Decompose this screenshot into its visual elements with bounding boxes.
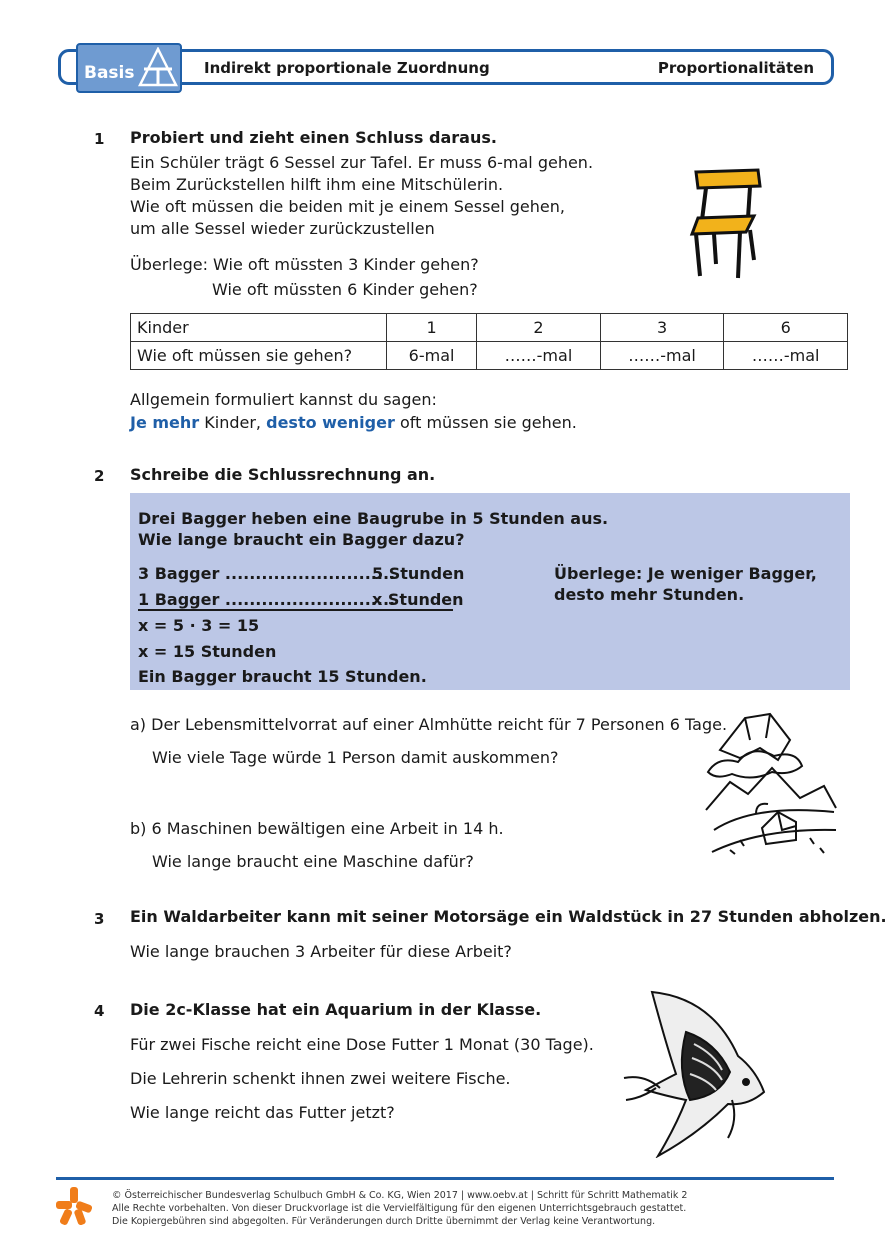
example-calc: x = 15 Stunden bbox=[138, 642, 277, 661]
table-cell: ……-mal bbox=[724, 342, 848, 370]
example-hint: desto mehr Stunden. bbox=[554, 585, 745, 604]
general-line: Allgemein formuliert kannst du sagen: bbox=[130, 390, 437, 409]
subtask-b: b) 6 Maschinen bewältigen eine Arbeit in 14 h. bbox=[130, 819, 504, 838]
footer-copyright bbox=[112, 1189, 687, 1228]
rule-mid: Kinder, bbox=[199, 413, 267, 432]
angelfish-illustration bbox=[622, 988, 772, 1158]
rule-desto: desto weniger bbox=[266, 413, 395, 432]
table-cell: 1 bbox=[387, 314, 477, 342]
task-text-line: Die Lehrerin schenkt ihnen zwei weitere Fische. bbox=[130, 1069, 511, 1088]
task-text-line: um alle Sessel wieder zurückzustellen bbox=[130, 219, 435, 238]
task-heading: Die 2c-Klasse hat ein Aquarium in der Klasse. bbox=[130, 1000, 542, 1019]
footer-divider bbox=[56, 1177, 834, 1180]
table-cell: Wie oft müssen sie gehen? bbox=[131, 342, 387, 370]
underline-divider bbox=[138, 609, 453, 611]
publisher-logo-icon bbox=[56, 1187, 92, 1225]
worksheet-title: Indirekt proportionale Zuordnung bbox=[204, 59, 490, 77]
rule-je: Je mehr bbox=[130, 413, 200, 432]
task-number: 4 bbox=[94, 1002, 105, 1020]
table-cell: ……-mal bbox=[600, 342, 724, 370]
subtask-a-question: Wie viele Tage würde 1 Person damit auskommen? bbox=[152, 748, 559, 767]
task-text-line: Wie lange reicht das Futter jetzt? bbox=[130, 1103, 395, 1122]
basis-label: Basis bbox=[84, 63, 135, 83]
task-number: 2 bbox=[94, 467, 105, 485]
task-text-line: Beim Zurückstellen hilft ihm eine Mitschülerin. bbox=[130, 175, 504, 194]
table-cell: 2 bbox=[477, 314, 601, 342]
task-heading: Ein Waldarbeiter kann mit seiner Motorsäge ein Waldstück in 27 Stunden abholzen. bbox=[130, 907, 887, 926]
table-cell: 6-mal bbox=[387, 342, 477, 370]
task-number: 3 bbox=[94, 910, 105, 928]
rule-line bbox=[130, 412, 577, 434]
table-row bbox=[131, 342, 848, 370]
section-title: Proportionalitäten bbox=[657, 59, 814, 77]
task-text-line: Für zwei Fische reicht eine Dose Futter 1 Monat (30 Tage). bbox=[130, 1035, 594, 1054]
task-text-line: Wie oft müssen die beiden mit je einem Sessel gehen, bbox=[130, 197, 565, 216]
subtask-b-question: Wie lange braucht eine Maschine dafür? bbox=[152, 852, 474, 871]
example-row-value: 5 Stunden bbox=[372, 564, 465, 583]
task-text-line: Wie lange brauchen 3 Arbeiter für diese Arbeit? bbox=[130, 942, 512, 961]
example-row-value: x Stunden bbox=[372, 590, 464, 609]
footer-line: © Österreichischer Bundesverlag Schulbuch GmbH & Co. KG, Wien 2017 | www.oebv.at | Schritt für Schritt Mathematik 2 bbox=[112, 1190, 688, 1201]
example-calc: x = 5 · 3 = 15 bbox=[138, 616, 260, 635]
subtask-a: a) Der Lebensmittelvorrat auf einer Almhütte reicht für 7 Personen 6 Tage. bbox=[130, 715, 728, 734]
example-row: 3 Bagger ............................ bbox=[138, 564, 396, 583]
kinder-table bbox=[130, 313, 848, 370]
task-heading: Probiert und zieht einen Schluss daraus. bbox=[130, 128, 497, 147]
table-cell: 6 bbox=[724, 314, 848, 342]
rule-end: oft müssen sie gehen. bbox=[394, 413, 577, 432]
example-row: 1 Bagger ............................ bbox=[138, 590, 396, 609]
table-cell: 3 bbox=[600, 314, 724, 342]
example-hint: Überlege: Je weniger Bagger, bbox=[554, 564, 817, 583]
table-cell: ……-mal bbox=[477, 342, 601, 370]
footer-line: Die Kopiergebühren sind abgegolten. Für Veränderungen durch Dritte übernimmt der Verlag keine Verantwortung. bbox=[112, 1216, 656, 1227]
footer-line: Alle Rechte vorbehalten. Von dieser Druckvorlage ist die Vervielfältigung für den eigenen Unterrichtsgebrauch gestattet. bbox=[112, 1203, 687, 1214]
chair-illustration bbox=[688, 160, 774, 282]
mountain-hut-illustration bbox=[700, 710, 840, 865]
table-cell: Kinder bbox=[131, 314, 387, 342]
consider-line: Überlege: Wie oft müssten 3 Kinder gehen? bbox=[130, 255, 479, 274]
example-question: Wie lange braucht ein Bagger dazu? bbox=[138, 530, 465, 549]
example-answer: Ein Bagger braucht 15 Stunden. bbox=[138, 667, 427, 686]
triangle-logo-icon bbox=[138, 47, 178, 89]
task-heading: Schreibe die Schlussrechnung an. bbox=[130, 465, 436, 484]
task-number: 1 bbox=[94, 130, 105, 148]
table-row bbox=[131, 314, 848, 342]
example-question: Drei Bagger heben eine Baugrube in 5 Stunden aus. bbox=[138, 509, 609, 528]
consider-line: Wie oft müssten 6 Kinder gehen? bbox=[212, 280, 478, 299]
task-text-line: Ein Schüler trägt 6 Sessel zur Tafel. Er muss 6-mal gehen. bbox=[130, 153, 594, 172]
